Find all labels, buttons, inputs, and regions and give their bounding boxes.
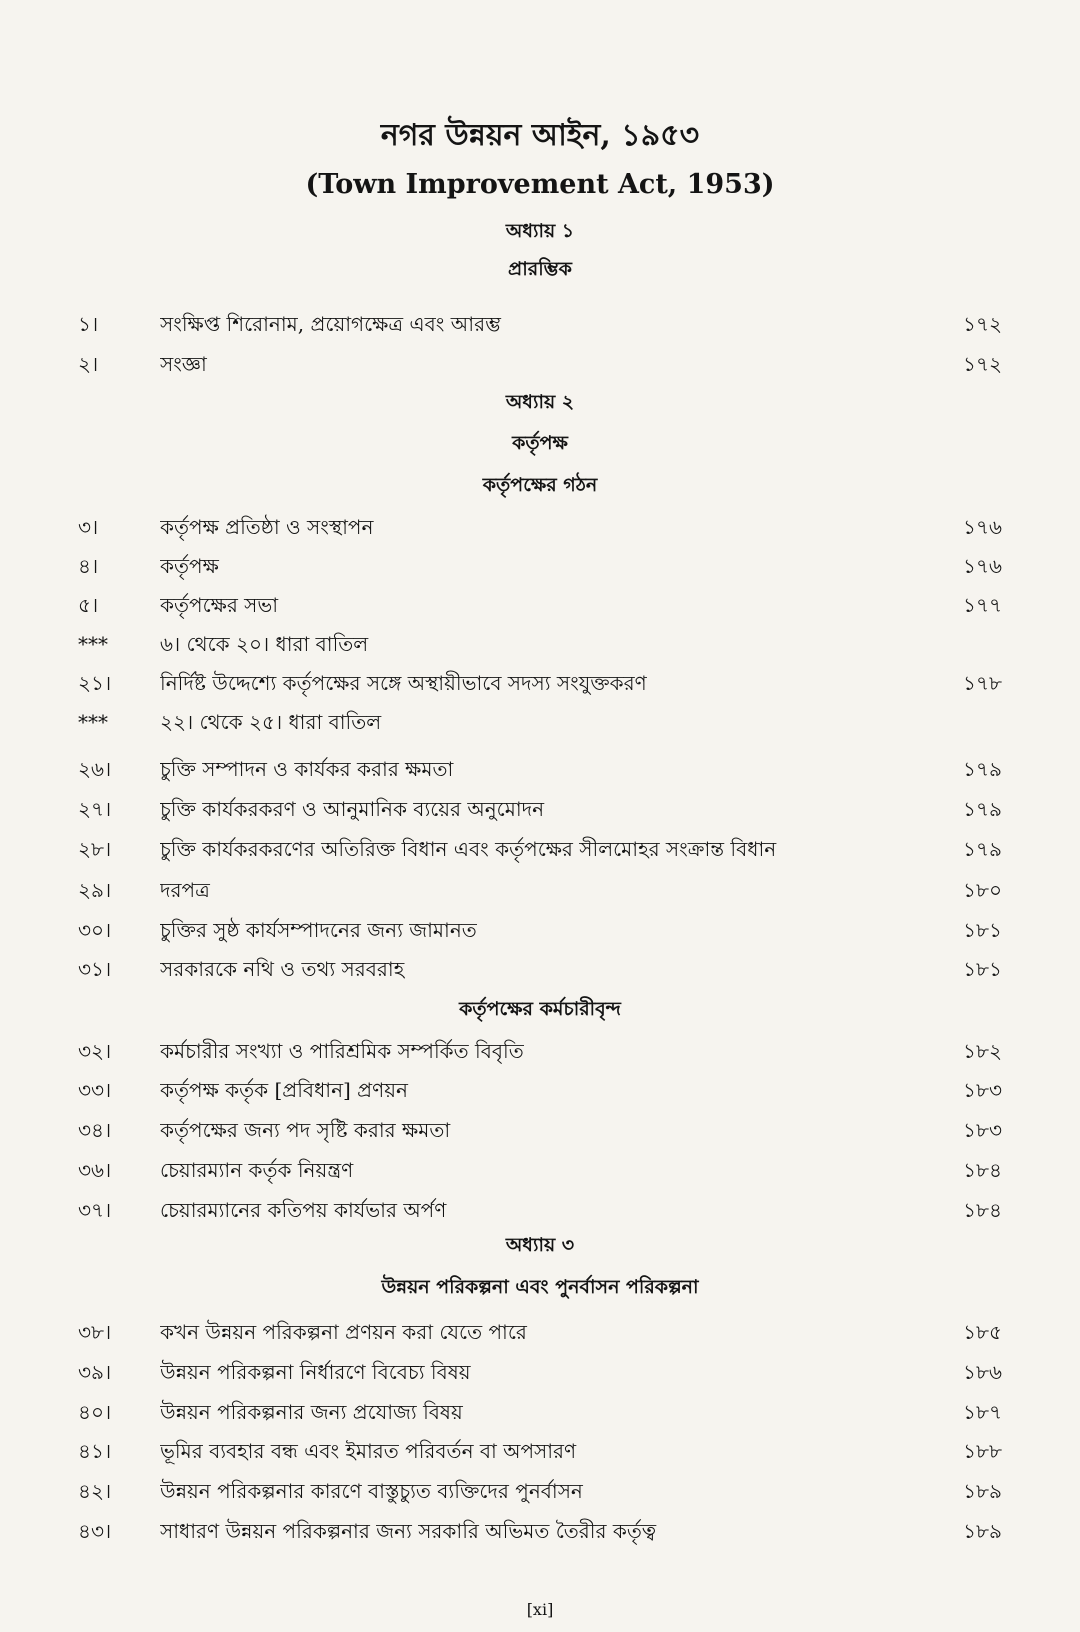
section-number: ৩৬।	[78, 1158, 112, 1182]
section-number: ২৬।	[78, 757, 112, 781]
page-number: ১৭৯	[963, 837, 1002, 861]
page-number: ১৮৯	[963, 1519, 1002, 1543]
section-title: কর্তৃপক্ষ	[160, 554, 219, 578]
chapter-2-section-heading: কর্তৃপক্ষের গঠন	[482, 474, 598, 496]
section-title: চুক্তির সুষ্ঠ কার্যসম্পাদনের জন্য জামানত	[160, 918, 477, 942]
section-title: সাধারণ উন্নয়ন পরিকল্পনার জন্য সরকারি অভিমত তৈরীর কর্তৃত্ব	[160, 1519, 657, 1543]
section-number: ৪৩।	[78, 1519, 112, 1543]
section-title: উন্নয়ন পরিকল্পনার কারণে বাস্তুচ্যুত ব্যক্তিদের পুনর্বাসন	[160, 1479, 583, 1503]
section-number: ৩৩।	[78, 1078, 112, 1102]
page-number: ১৭৭	[963, 593, 1002, 617]
page-number: ১৭৬	[963, 515, 1002, 539]
page-number: ১৭৯	[963, 797, 1002, 821]
toc-entry	[0, 627, 1080, 661]
section-number: ***	[78, 710, 108, 734]
section-number: ৪।	[78, 554, 99, 578]
section-number: ৩৪।	[78, 1118, 112, 1142]
title-english: (Town Improvement Act, 1953)	[305, 169, 775, 200]
title-bengali: নগর উন্নয়ন আইন, ১৯৫৩	[380, 118, 700, 153]
section-title: ২২। থেকে ২৫। ধারা বাতিল	[160, 710, 382, 734]
section-title: কর্মচারীর সংখ্যা ও পারিশ্রমিক সম্পর্কিত বিবৃতি	[160, 1039, 524, 1063]
section-number: ৩৯।	[78, 1360, 112, 1384]
page-number: ১৮৪	[963, 1158, 1002, 1182]
chapter-1-subheading: প্রারম্ভিক	[508, 258, 572, 280]
section-title: কর্তৃপক্ষের সভা	[160, 593, 279, 617]
section-number: ২৮।	[78, 837, 112, 861]
page-number: ১৮০	[963, 878, 1002, 902]
section-number: ***	[78, 632, 108, 656]
section-number: ৩৮।	[78, 1320, 112, 1344]
chapter-1-heading: অধ্যায় ১	[505, 220, 575, 242]
toc-entry	[0, 1355, 1080, 1389]
page-number: ১৮২	[963, 1039, 1002, 1063]
toc-entry	[0, 1153, 1080, 1187]
toc-entry	[0, 1474, 1080, 1508]
section-number: ২।	[78, 352, 99, 376]
section-title: উন্নয়ন পরিকল্পনার জন্য প্রযোজ্য বিষয়	[160, 1400, 463, 1424]
toc-entry	[0, 705, 1080, 739]
section-title: ভূমির ব্যবহার বন্ধ এবং ইমারত পরিবর্তন বা অপসারণ	[160, 1439, 577, 1463]
section-title: চেয়ারম্যানের কতিপয় কার্যভার অর্পণ	[160, 1198, 447, 1222]
section-title: সংক্ষিপ্ত শিরোনাম, প্রয়োগক্ষেত্র এবং আরম্ভ	[160, 312, 501, 336]
page-number: ১৭২	[963, 312, 1002, 336]
section-number: ২১।	[78, 671, 112, 695]
page-number: ১৮১	[963, 957, 1002, 981]
toc-entry	[0, 832, 1080, 866]
section-number: ৩২।	[78, 1039, 112, 1063]
chapter-3-heading: অধ্যায় ৩	[505, 1234, 575, 1256]
toc-entry	[0, 1113, 1080, 1147]
section-number: ৩১।	[78, 957, 112, 981]
section-number: ২৯।	[78, 878, 112, 902]
section-title: ৬। থেকে ২০। ধারা বাতিল	[160, 632, 369, 656]
section-title: চুক্তি সম্পাদন ও কার্যকর করার ক্ষমতা	[160, 757, 454, 781]
toc-entry	[0, 752, 1080, 786]
section-number: ৩০।	[78, 918, 112, 942]
section-number: ৩।	[78, 515, 99, 539]
chapter-2-heading: অধ্যায় ২	[505, 391, 575, 413]
section-title: কর্তৃপক্ষ প্রতিষ্ঠা ও সংস্থাপন	[160, 515, 374, 539]
page-number: ১৮৬	[963, 1360, 1002, 1384]
toc-entry	[0, 1395, 1080, 1429]
page-number: ১৮৩	[963, 1078, 1002, 1102]
page-number: ১৮১	[963, 918, 1002, 942]
page-number: ১৭২	[963, 352, 1002, 376]
staff-heading: কর্তৃপক্ষের কর্মচারীবৃন্দ	[459, 998, 621, 1020]
section-number: ৫।	[78, 593, 99, 617]
section-title: দরপত্র	[160, 878, 210, 902]
page-number: ১৮৩	[963, 1118, 1002, 1142]
section-number: ১।	[78, 312, 99, 336]
page-number: ১৮৫	[963, 1320, 1002, 1344]
toc-entry	[0, 1073, 1080, 1107]
toc-entry	[0, 1315, 1080, 1349]
section-title: উন্নয়ন পরিকল্পনা নির্ধারণে বিবেচ্য বিষয়	[160, 1360, 471, 1384]
toc-entry	[0, 913, 1080, 947]
chapter-2-subheading: কর্তৃপক্ষ	[512, 432, 568, 454]
section-number: ২৭।	[78, 797, 112, 821]
page-number: ১৭৮	[963, 671, 1002, 695]
toc-entry	[0, 510, 1080, 544]
section-title: কর্তৃপক্ষের জন্য পদ সৃষ্টি করার ক্ষমতা	[160, 1118, 451, 1142]
toc-entry	[0, 307, 1080, 341]
page-number: ১৮৮	[963, 1439, 1002, 1463]
page-number: ১৭৬	[963, 554, 1002, 578]
section-title: কখন উন্নয়ন পরিকল্পনা প্রণয়ন করা যেতে পারে	[160, 1320, 527, 1344]
section-number: ৪০।	[78, 1400, 112, 1424]
section-title: চেয়ারম্যান কর্তৃক নিয়ন্ত্রণ	[160, 1158, 354, 1182]
section-title: সংজ্ঞা	[160, 352, 207, 376]
section-title: নির্দিষ্ট উদ্দেশ্যে কর্তৃপক্ষের সঙ্গে অস্থায়ীভাবে সদস্য সংযুক্তকরণ	[160, 671, 647, 695]
toc-entry	[0, 1434, 1080, 1468]
page-number: ১৭৯	[963, 757, 1002, 781]
chapter-3-subheading: উন্নয়ন পরিকল্পনা এবং পুনর্বাসন পরিকল্পনা	[381, 1276, 699, 1298]
section-title: কর্তৃপক্ষ কর্তৃক [প্রবিধান] প্রণয়ন	[160, 1078, 408, 1102]
section-title: সরকারকে নথি ও তথ্য সরবরাহ	[160, 957, 405, 981]
page-footer-number: [xi]	[526, 1600, 554, 1619]
toc-entry	[0, 588, 1080, 622]
toc-entry	[0, 666, 1080, 700]
toc-entry	[0, 873, 1080, 907]
page-number: ১৮৪	[963, 1198, 1002, 1222]
section-number: ৩৭।	[78, 1198, 112, 1222]
toc-entry	[0, 792, 1080, 826]
toc-entry	[0, 1514, 1080, 1548]
section-number: ৪২।	[78, 1479, 112, 1503]
page-number: ১৮৭	[963, 1400, 1002, 1424]
section-title: চুক্তি কার্যকরকরণের অতিরিক্ত বিধান এবং কর্তৃপক্ষের সীলমোহর সংক্রান্ত বিধান	[160, 837, 777, 861]
toc-entry	[0, 952, 1080, 986]
toc-entry	[0, 1034, 1080, 1068]
toc-entry	[0, 347, 1080, 381]
toc-entry	[0, 1193, 1080, 1227]
toc-entry	[0, 549, 1080, 583]
section-title: চুক্তি কার্যকরকরণ ও আনুমানিক ব্যয়ের অনুমোদন	[160, 797, 545, 821]
section-number: ৪১।	[78, 1439, 112, 1463]
page-number: ১৮৯	[963, 1479, 1002, 1503]
